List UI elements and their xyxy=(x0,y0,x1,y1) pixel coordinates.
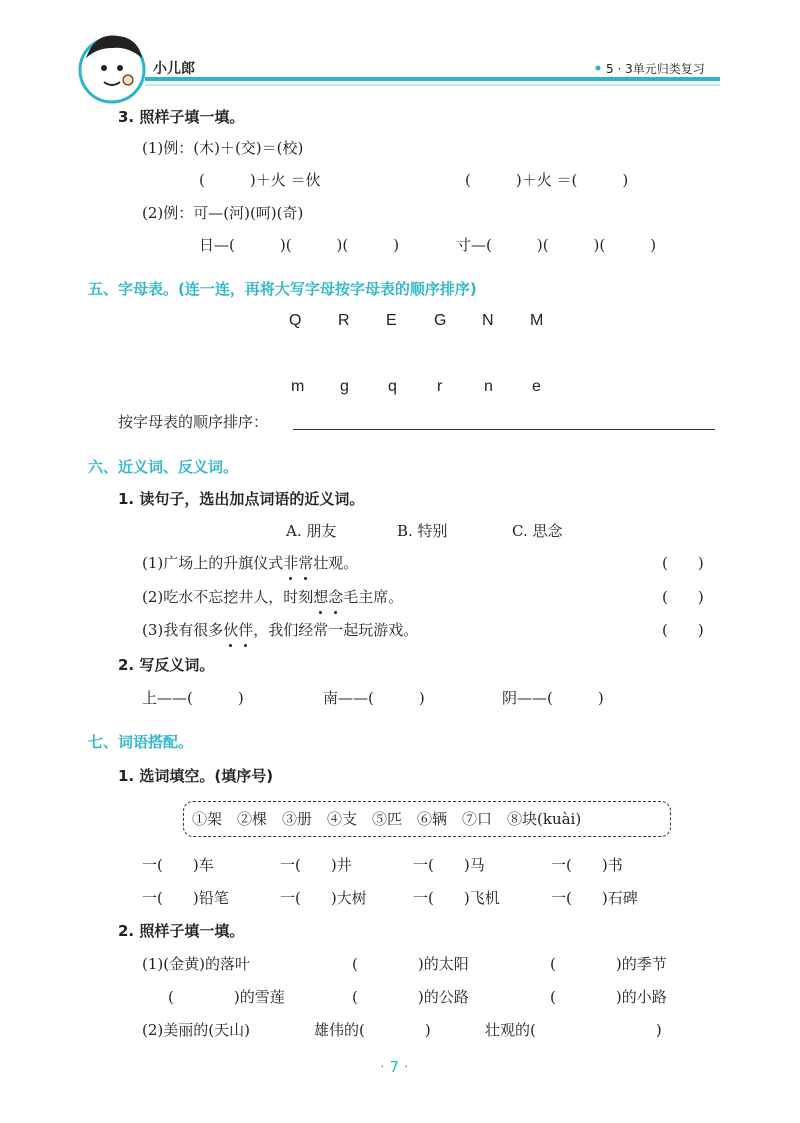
lower-letter: g xyxy=(340,378,349,395)
order-label: 按字母表的顺序排序： xyxy=(118,413,269,431)
lower-letter: r xyxy=(437,378,443,395)
measure-row1-item[interactable]: 一( )马 xyxy=(413,856,485,874)
dotted-char: 常 xyxy=(298,554,314,572)
section7-heading: 七、词语搭配。 xyxy=(88,733,194,751)
measure-row2-item[interactable]: 一( )大树 xyxy=(280,889,367,907)
phrase-row2-item[interactable]: ( )的小路 xyxy=(550,988,667,1006)
sentence-2 xyxy=(142,586,403,607)
section-label: 5 · 3单元归类复习 xyxy=(606,62,705,76)
phrase-row1-item[interactable]: (1)(金黄)的落叶 xyxy=(142,955,250,973)
dotted-char: 念 xyxy=(328,588,344,606)
upper-letter: E xyxy=(386,312,397,329)
antonym-item[interactable]: 上——( ) xyxy=(142,689,244,707)
s6-q1-title: 1. 读句子，选出加点词语的近义词。 xyxy=(118,490,365,508)
sentence-3-post: ，我们经常一起玩游戏。 xyxy=(253,621,419,639)
option-c: C. 思念 xyxy=(512,522,563,540)
q3-row1-b: ( )＋火 ＝( ) xyxy=(465,171,629,189)
section6-heading: 六、近义词、反义词。 xyxy=(88,458,239,476)
upper-letter: G xyxy=(434,312,447,329)
section5-heading: 五、字母表。(连一连，再将大写字母按字母表的顺序排序) xyxy=(88,280,477,298)
phrase-row1-item[interactable]: ( )的季节 xyxy=(550,955,667,973)
measure-row1-item[interactable]: 一( )书 xyxy=(551,856,623,874)
page-number: · 7 · xyxy=(380,1058,409,1076)
brand-title: 小儿郎 xyxy=(153,61,195,77)
phrase-row2-item[interactable]: ( )的公路 xyxy=(352,988,469,1006)
sentence-3-pre: (3)我有很多 xyxy=(142,621,224,639)
word-bank: ①架 ②棵 ③册 ④支 ⑤匹 ⑥辆 ⑦口 ⑧块(kuài) xyxy=(192,810,582,828)
q3-example-1: (1)例：(木)＋(交)＝(校) xyxy=(142,139,304,157)
q3-row1-a: ( )＋火 ＝伙 xyxy=(199,171,321,189)
phrase-row3-item[interactable]: 雄伟的( ) xyxy=(314,1021,431,1039)
header-decoration xyxy=(0,0,800,110)
antonym-item[interactable]: 南——( ) xyxy=(323,689,425,707)
lower-letter: n xyxy=(484,378,493,395)
upper-letter: M xyxy=(530,312,544,329)
s7-q2-title: 2. 照样子填一填。 xyxy=(118,922,245,940)
answer-box-2[interactable]: ( ) xyxy=(662,588,704,606)
option-a: A. 朋友 xyxy=(286,522,337,540)
dotted-char: 想 xyxy=(313,588,329,606)
answer-box-1[interactable]: ( ) xyxy=(662,554,704,572)
lower-letter: e xyxy=(532,378,541,395)
phrase-row1-item[interactable]: ( )的太阳 xyxy=(352,955,469,973)
measure-row2-item[interactable]: 一( )铅笔 xyxy=(142,889,229,907)
q3-example-2: (2)例：可—(河)(呵)(奇) xyxy=(142,204,304,222)
s6-q2-title: 2. 写反义词。 xyxy=(118,656,215,674)
phrase-row2-item[interactable]: ( )的雪莲 xyxy=(168,988,285,1006)
sentence-3 xyxy=(142,619,418,640)
lower-letter: m xyxy=(291,378,305,395)
measure-row2-item[interactable]: 一( )飞机 xyxy=(413,889,500,907)
lower-letter: q xyxy=(388,378,397,395)
upper-letter: Q xyxy=(289,312,302,329)
option-b: B. 特别 xyxy=(397,522,448,540)
antonym-item[interactable]: 阴——( ) xyxy=(502,689,604,707)
sentence-1-post: 壮观。 xyxy=(313,554,359,572)
sentence-2-post: 毛主席。 xyxy=(343,588,404,606)
upper-letter: R xyxy=(338,312,350,329)
measure-row1-item[interactable]: 一( )井 xyxy=(280,856,352,874)
measure-row2-item[interactable]: 一( )石碑 xyxy=(551,889,638,907)
dotted-char: 伙 xyxy=(223,621,239,639)
sentence-2-pre: (2)吃水不忘挖井人，时刻 xyxy=(142,588,314,606)
sentence-1 xyxy=(142,552,358,573)
phrase-row3-item[interactable]: (2)美丽的(天山) xyxy=(142,1021,250,1039)
q3-title: 3. 照样子填一填。 xyxy=(118,108,245,126)
phrase-row3-item[interactable]: 壮观的( ) xyxy=(485,1021,662,1039)
upper-letter: N xyxy=(482,312,494,329)
sentence-1-pre: (1)广场上的升旗仪式 xyxy=(142,554,284,572)
measure-row1-item[interactable]: 一( )车 xyxy=(142,856,214,874)
dotted-char: 伴 xyxy=(238,621,254,639)
dotted-char: 非 xyxy=(283,554,299,572)
s7-q1-title: 1. 选词填空。(填序号) xyxy=(118,767,274,785)
mascot-icon xyxy=(80,35,144,102)
answer-box-3[interactable]: ( ) xyxy=(662,621,704,639)
order-answer-line[interactable] xyxy=(293,429,715,430)
q3-row2-b: 寸—( )( )( ) xyxy=(456,236,657,254)
q3-row2-a: 日—( )( )( ) xyxy=(199,236,400,254)
